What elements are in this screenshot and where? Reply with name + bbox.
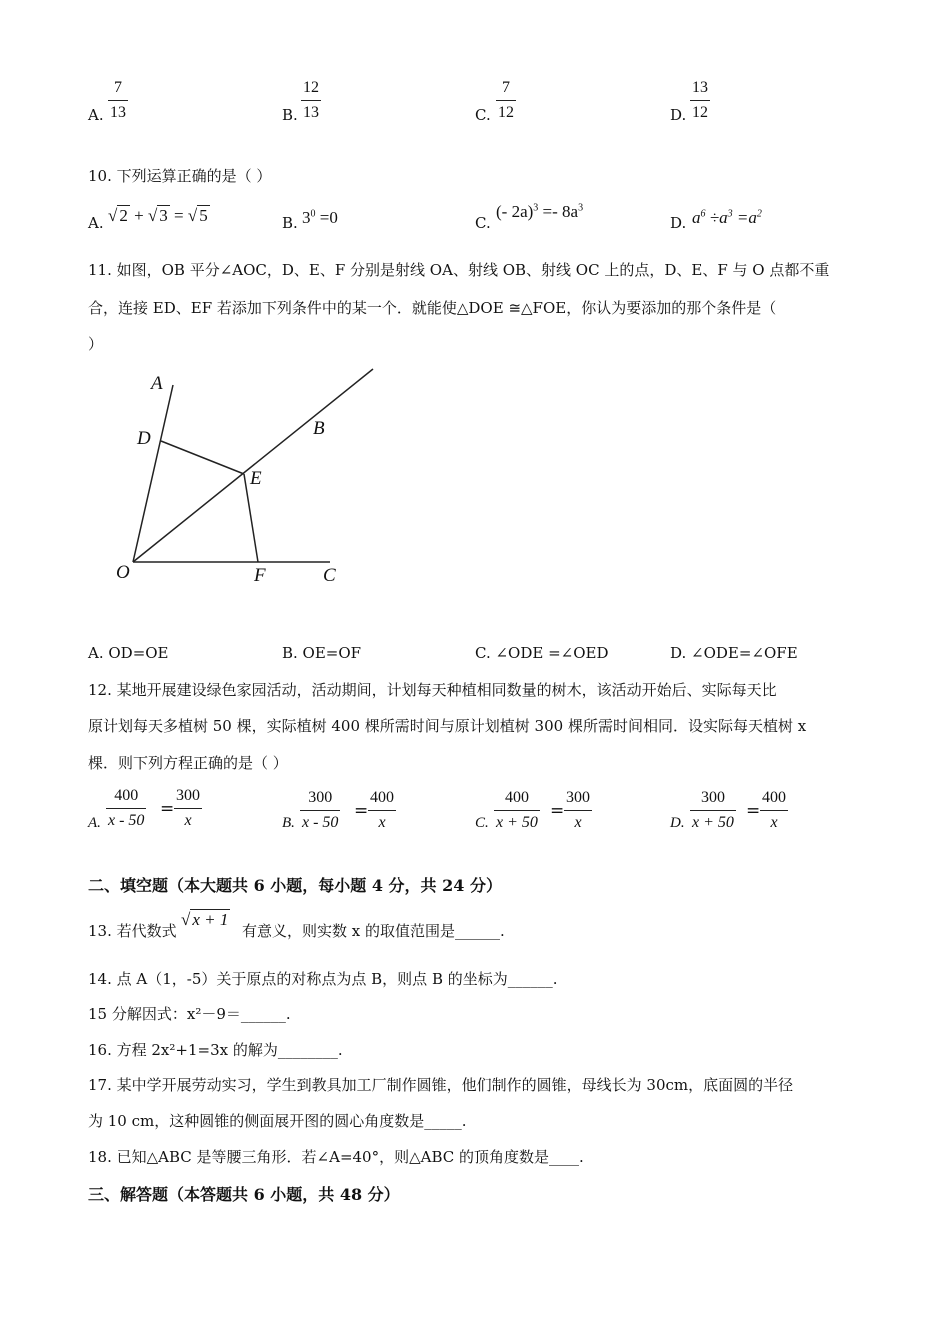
q11-line-2: 合，连接 ED、EF 若添加下列条件中的某一个．就能使△DOE ≅△FOE，你认为要添加的那个条件是（ (88, 299, 777, 317)
denominator: 13 (110, 104, 126, 121)
lhs: (- 2a) (496, 202, 534, 221)
q16: 16. 方程 2x²+1=3x 的解为________. (88, 1041, 343, 1059)
denominator: x (184, 812, 192, 829)
denominator: 12 (692, 104, 708, 121)
q12-option-b-right-fraction (368, 788, 396, 833)
denominator: x + 50 (496, 814, 538, 831)
q12-option-a-left-fraction (106, 786, 146, 831)
q11-line-1: 11. 如图，OB 平分∠AOC，D、E、F 分别是射线 OA、射线 OB、射线 OC 上的点，D、E、F 与 O 点都不重 (88, 261, 830, 279)
q12-option-d-equals: = (746, 801, 761, 821)
exponent: 3 (727, 208, 733, 220)
exponent: 6 (700, 208, 706, 220)
label-d: D (137, 428, 151, 449)
q11-line-3: ） (88, 335, 104, 353)
q13-suffix: 有意义，则实数 x 的取值范围是______. (242, 922, 505, 940)
numerator: 7 (114, 79, 122, 96)
label-c: C (323, 565, 336, 586)
q13-prefix: 13. 若代数式 (88, 922, 177, 940)
q10-option-b-label: B. (282, 214, 298, 232)
radicand: 2 (119, 206, 128, 225)
q12-option-c-equals: = (550, 801, 565, 821)
denominator: x (574, 814, 582, 831)
numerator: 7 (502, 79, 510, 96)
q12-option-d-left-fraction (690, 788, 736, 833)
q10-option-d-label: D. (670, 214, 687, 232)
q14: 14. 点 A（1，-5）关于原点的对称点为点 B，则点 B 的坐标为______. (88, 970, 558, 988)
base: 3 (302, 208, 311, 227)
q12-line-2: 原计划每天多植树 50 棵，实际植树 400 棵所需时间与原计划植树 300 棵所需时间相同．设实际每天植树 x (88, 717, 807, 735)
q11-option-c: C. ∠ODE =∠OED (475, 644, 609, 662)
q12-option-b-label: B. (282, 815, 295, 831)
q11-option-a: A. OD=OE (88, 644, 169, 662)
q12-option-a-right-fraction (174, 786, 202, 831)
base: a (692, 208, 701, 227)
q12-option-c-right-fraction (564, 788, 592, 833)
rhs: =0 (319, 208, 338, 227)
q17-line-2: 为 10 cm，这种圆锥的侧面展开图的圆心角度数是_____. (88, 1112, 467, 1130)
q12-option-b-equals: = (354, 801, 369, 821)
label-b: B (313, 418, 325, 439)
rhs: =a (736, 208, 757, 227)
exponent: 3 (533, 202, 539, 214)
radicand: x + 1 (192, 910, 229, 929)
numerator: 13 (692, 79, 708, 96)
q12-option-c-left-fraction (494, 788, 540, 833)
q18: 18. 已知△ABC 是等腰三角形．若∠A=40°，则△ABC 的顶角度数是____. (88, 1148, 584, 1166)
q17-line-1: 17. 某中学开展劳动实习，学生到教具加工厂制作圆锥，他们制作的圆锥，母线长为 30cm，底面圆的半径 (88, 1076, 794, 1094)
q12-option-d-right-fraction (760, 788, 788, 833)
section-2-heading: 二、填空题（本大题共 6 小题，每小题 4 分，共 24 分） (88, 876, 502, 895)
q12-option-a-equals: = (160, 799, 175, 819)
exponent: 2 (756, 208, 762, 220)
q12-line-1: 12. 某地开展建设绿色家园活动，活动期间，计划每天种植相同数量的树木，该活动开始后、实际每天比 (88, 681, 777, 699)
label-f: F (254, 565, 266, 586)
q11-geometry-figure (0, 0, 950, 620)
divide: ÷a (709, 208, 728, 227)
q10-stem: 10. 下列运算正确的是（ ） (88, 167, 272, 185)
exponent: 3 (578, 202, 584, 214)
q12-option-a-label: A. (88, 815, 101, 831)
q9-option-b-label: B. (282, 106, 298, 124)
q11-option-d: D. ∠ODE=∠OFE (670, 644, 798, 662)
plus-sign: + (134, 206, 144, 225)
q9-option-d-label: D. (670, 106, 687, 124)
numerator: 12 (303, 79, 319, 96)
q15: 15 分解因式：x²－9＝______. (88, 1005, 291, 1023)
numerator: 400 (114, 787, 139, 804)
denominator: x + 50 (692, 814, 734, 831)
label-e: E (250, 468, 262, 489)
numerator: 400 (762, 789, 786, 806)
q12-option-c-label: C. (475, 815, 489, 831)
label-a: A (151, 373, 163, 394)
radicand: 3 (159, 206, 168, 225)
q10-option-a-label: A. (88, 214, 104, 232)
numerator: 300 (308, 789, 333, 806)
q13-radical: √ x + 1 (181, 910, 229, 929)
numerator: 400 (504, 789, 529, 806)
numerator: 400 (370, 789, 394, 806)
label-o: O (116, 562, 130, 583)
q12-line-3: 棵．则下列方程正确的是（ ） (88, 754, 288, 772)
denominator: x (378, 814, 386, 831)
numerator: 300 (566, 789, 590, 806)
q9-option-c-label: C. (475, 106, 491, 124)
rhs: =- 8a (542, 202, 579, 221)
q10-option-c-label: C. (475, 214, 491, 232)
q12-option-d-label: D. (670, 815, 685, 831)
radicand: 5 (199, 206, 208, 225)
q12-option-b-left-fraction (300, 788, 340, 833)
denominator: x (770, 814, 778, 831)
segment-ed (161, 441, 244, 474)
denominator: 13 (303, 104, 319, 121)
equals-sign: = (174, 206, 184, 225)
q10-option-a-expr: √ 2 + √ 3 = √ 5 (108, 206, 208, 225)
q9-option-a-label: A. (88, 106, 104, 124)
denominator: x - 50 (302, 814, 339, 831)
denominator: 12 (498, 104, 514, 121)
exponent: 0 (310, 208, 316, 220)
q11-option-b: B. OE=OF (282, 644, 362, 662)
numerator: 300 (700, 789, 725, 806)
section-3-heading: 三、解答题（本答题共 6 小题，共 48 分） (88, 1185, 400, 1204)
numerator: 300 (176, 787, 200, 804)
denominator: x - 50 (108, 812, 145, 829)
